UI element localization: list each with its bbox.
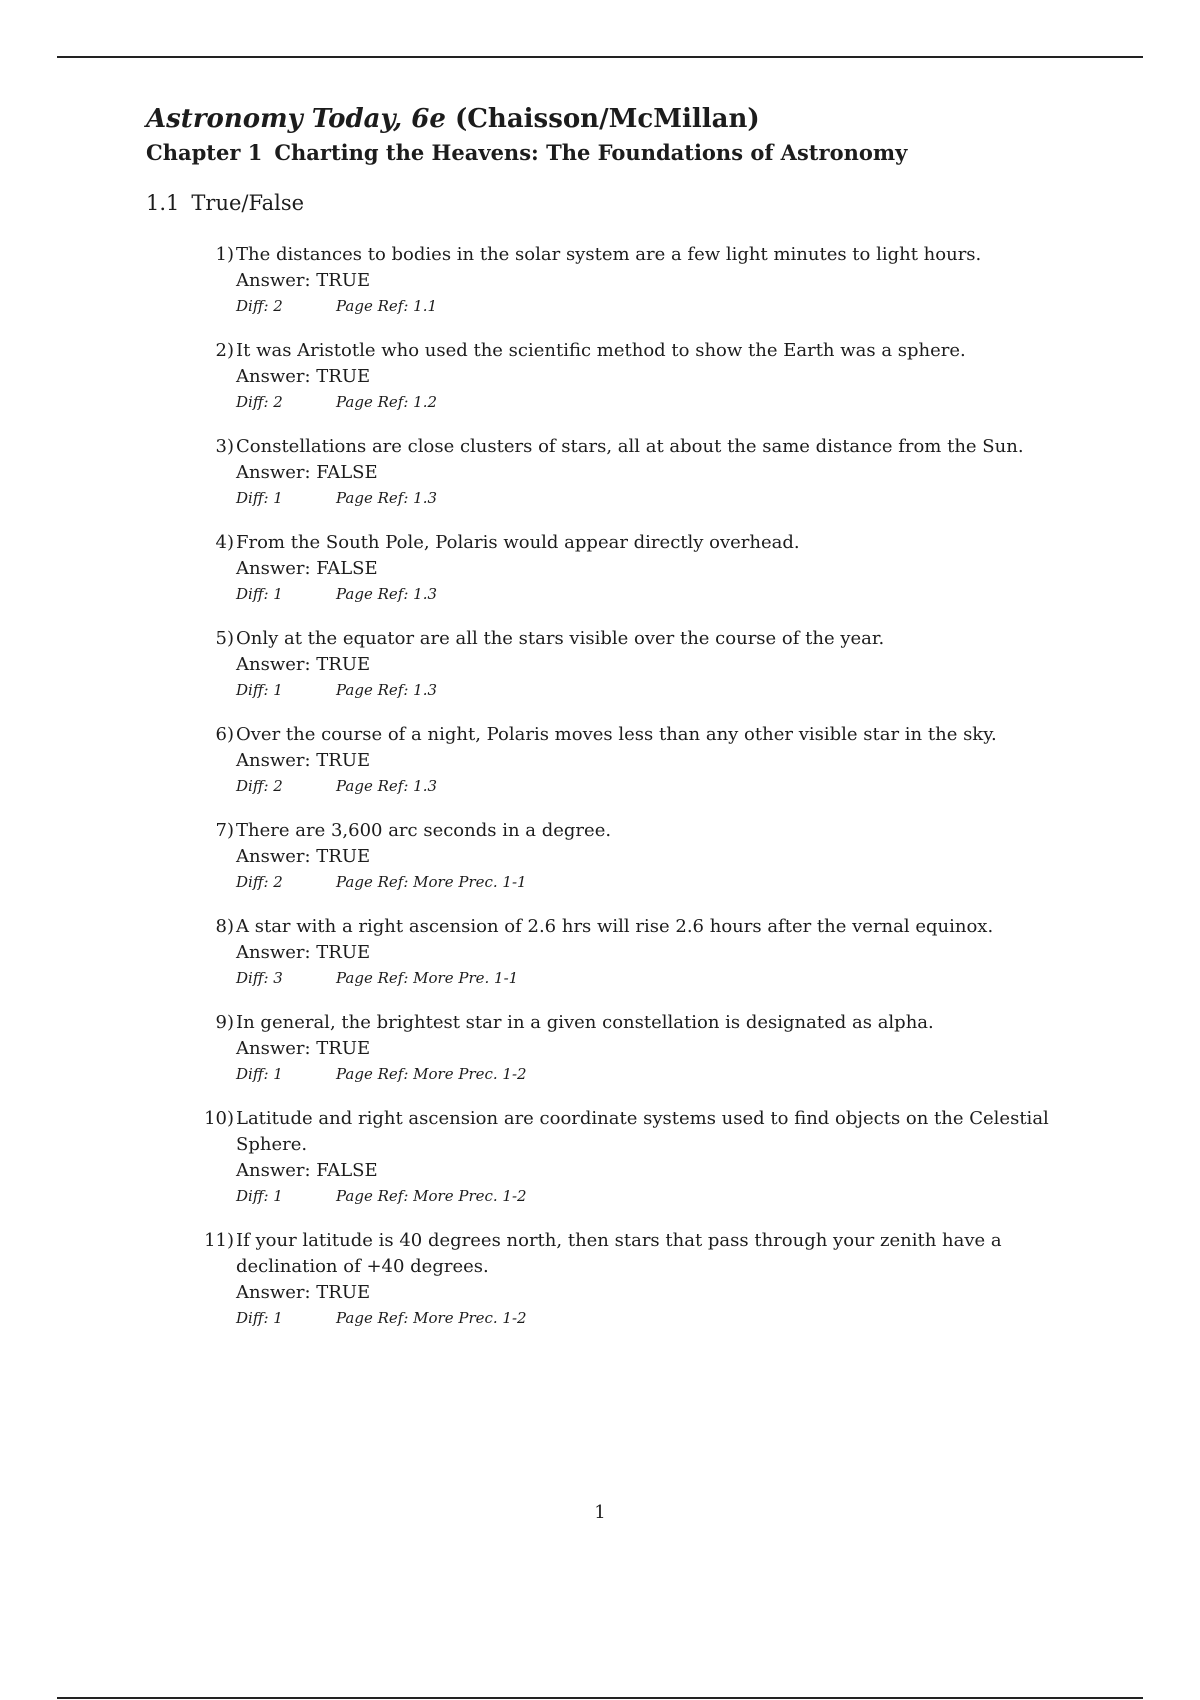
question-item (200, 1010, 1050, 1086)
difficulty-label: Diff: 1 (236, 681, 283, 699)
page-reference: Page Ref: 1.1 (336, 297, 438, 315)
question-item (200, 434, 1050, 510)
question-answer: Answer: FALSE (236, 462, 378, 483)
page-reference: Page Ref: 1.3 (336, 585, 438, 603)
question-number: 9) (215, 1012, 234, 1033)
question-answer: Answer: TRUE (236, 942, 371, 963)
difficulty-label: Diff: 1 (236, 489, 283, 507)
question-list (200, 242, 1050, 1350)
chapter-title: Charting the Heavens: The Foundations of Astronomy (274, 140, 908, 165)
page-reference: Page Ref: More Prec. 1-2 (336, 1065, 527, 1083)
question-meta (236, 1306, 1050, 1330)
question-text: In general, the brightest star in a given constellation is designated as alpha. (236, 1012, 934, 1033)
page-reference: Page Ref: 1.3 (336, 681, 438, 699)
page-reference: Page Ref: More Prec. 1-2 (336, 1309, 527, 1327)
question-item (200, 242, 1050, 318)
section-number: 1.1 (146, 191, 180, 215)
page-reference: Page Ref: More Prec. 1-1 (336, 873, 527, 891)
question-answer: Answer: FALSE (236, 1160, 378, 1181)
book-title-line (146, 102, 1146, 136)
question-item (200, 1106, 1050, 1208)
question-number: 1) (215, 244, 234, 265)
question-text: Latitude and right ascension are coordinate systems used to find objects on the Celestial Sphere. (236, 1108, 1049, 1155)
book-authors: (Chaisson/McMillan) (454, 104, 760, 134)
question-number: 2) (215, 340, 234, 361)
difficulty-label: Diff: 2 (236, 297, 283, 315)
page-reference: Page Ref: More Prec. 1-2 (336, 1187, 527, 1205)
question-answer: Answer: TRUE (236, 654, 371, 675)
question-answer: Answer: FALSE (236, 558, 378, 579)
difficulty-label: Diff: 2 (236, 777, 283, 795)
question-text: If your latitude is 40 degrees north, then stars that pass through your zenith have a declination of +40 degrees. (236, 1230, 1002, 1277)
page-reference: Page Ref: 1.3 (336, 489, 438, 507)
question-number: 6) (215, 724, 234, 745)
question-number: 3) (215, 436, 234, 457)
question-text: From the South Pole, Polaris would appear directly overhead. (236, 532, 800, 553)
question-text: There are 3,600 arc seconds in a degree. (236, 820, 612, 841)
question-meta (236, 390, 1050, 414)
question-number: 11) (204, 1230, 234, 1251)
question-number: 7) (215, 820, 234, 841)
question-text: Only at the equator are all the stars visible over the course of the year. (236, 628, 885, 649)
question-number: 5) (215, 628, 234, 649)
question-answer: Answer: TRUE (236, 846, 371, 867)
question-text: The distances to bodies in the solar system are a few light minutes to light hours. (236, 244, 982, 265)
question-item (200, 338, 1050, 414)
section-title: True/False (191, 191, 305, 215)
page-reference: Page Ref: 1.3 (336, 777, 438, 795)
page-reference: Page Ref: More Pre. 1-1 (336, 969, 519, 987)
question-answer: Answer: TRUE (236, 1038, 371, 1059)
question-meta (236, 774, 1050, 798)
top-rule (57, 56, 1143, 58)
question-text: Constellations are close clusters of stars, all at about the same distance from the Sun. (236, 436, 1024, 457)
question-answer: Answer: TRUE (236, 750, 371, 771)
question-item (200, 1228, 1050, 1330)
question-item (200, 530, 1050, 606)
document-header (146, 102, 1146, 218)
question-number: 8) (215, 916, 234, 937)
question-answer: Answer: TRUE (236, 366, 371, 387)
question-text: Over the course of a night, Polaris moves less than any other visible star in the sky. (236, 724, 997, 745)
book-title: Astronomy Today, 6e (146, 104, 446, 134)
difficulty-label: Diff: 2 (236, 873, 283, 891)
question-meta (236, 486, 1050, 510)
question-text: It was Aristotle who used the scientific method to show the Earth was a sphere. (236, 340, 966, 361)
question-item (200, 722, 1050, 798)
question-item (200, 818, 1050, 894)
question-meta (236, 870, 1050, 894)
difficulty-label: Diff: 1 (236, 1309, 283, 1327)
question-meta (236, 678, 1050, 702)
difficulty-label: Diff: 3 (236, 969, 283, 987)
question-meta (236, 1062, 1050, 1086)
question-meta (236, 582, 1050, 606)
chapter-number: Chapter 1 (146, 140, 263, 165)
bottom-rule (57, 1697, 1143, 1699)
page-number: 1 (594, 1502, 606, 1523)
page-reference: Page Ref: 1.2 (336, 393, 438, 411)
question-number: 10) (204, 1108, 234, 1129)
question-number: 4) (215, 532, 234, 553)
difficulty-label: Diff: 2 (236, 393, 283, 411)
section-heading (146, 188, 1146, 218)
chapter-heading (146, 138, 1146, 168)
question-item (200, 914, 1050, 990)
question-item (200, 626, 1050, 702)
question-meta (236, 1184, 1050, 1208)
difficulty-label: Diff: 1 (236, 1187, 283, 1205)
question-answer: Answer: TRUE (236, 1282, 371, 1303)
question-answer: Answer: TRUE (236, 270, 371, 291)
question-meta (236, 294, 1050, 318)
question-meta (236, 966, 1050, 990)
question-text: A star with a right ascension of 2.6 hrs will rise 2.6 hours after the vernal equinox. (236, 916, 994, 937)
difficulty-label: Diff: 1 (236, 1065, 283, 1083)
difficulty-label: Diff: 1 (236, 585, 283, 603)
